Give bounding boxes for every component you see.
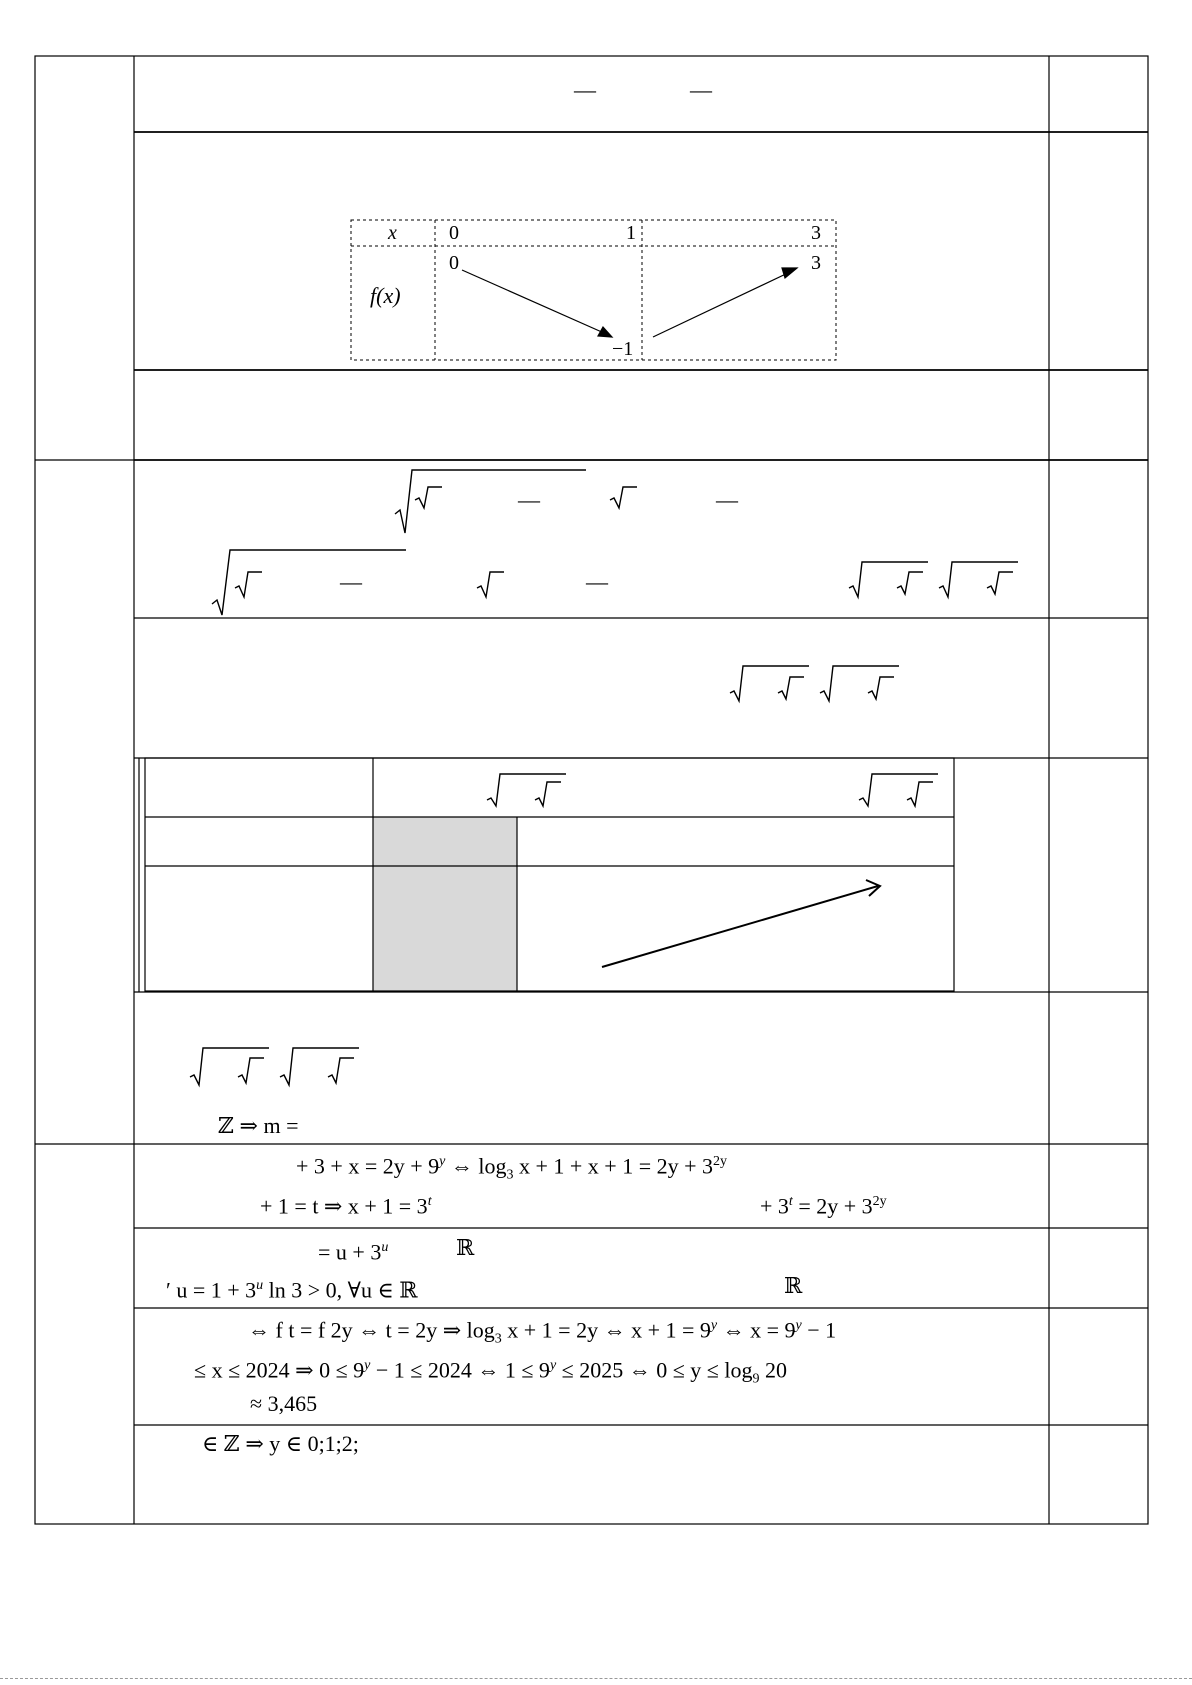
fraction-bar: —: [690, 77, 712, 102]
radicals: [190, 470, 1018, 1085]
minus-sign: —: [586, 569, 608, 594]
value-0: 0: [449, 252, 459, 274]
integer-condition: ℤ ⇒ m =: [218, 1113, 299, 1138]
value-3: 3: [811, 252, 821, 274]
value-min: −1: [612, 338, 634, 360]
x-tick-3: 3: [811, 222, 821, 244]
function-def: = $u + 3^u$: [318, 1239, 389, 1265]
real-set: ℝ: [784, 1273, 803, 1298]
x-tick-1: 1: [626, 222, 636, 244]
variation-table-1: [351, 220, 836, 360]
approx-value: ≈ 3,465: [250, 1391, 318, 1416]
equation-line-2: + 1 = t ⇒ $x + 1 = 3^t$: [260, 1193, 432, 1219]
equation-line-2b: + $3^t = 2y + 3^{2y}$: [760, 1193, 887, 1219]
minus-sign: —: [518, 487, 540, 512]
x-label: x: [388, 222, 397, 244]
integer-set: ∈ ℤ ⇒ y ∈ 0;1;2;: [202, 1431, 359, 1456]
solution-line-2: ≤ x ≤ 2024 ⇒ $0 \le 9^y - 1 \le 2024$ ⇔ $1 \le 9^y \le 2025$ ⇔ $0 \le y \le \log_9 20$: [194, 1357, 787, 1387]
f-label: f(x): [370, 283, 401, 308]
derivative-line: ′ $u = 1 + 3^u$ ln 3 > 0, ∀u ∈ ℝ: [166, 1277, 418, 1303]
x-tick-0: 0: [449, 222, 459, 244]
increasing-arrow: [653, 272, 790, 337]
page-footer-rule: [0, 1678, 1192, 1679]
decreasing-arrow: [462, 270, 604, 333]
real-set: ℝ: [456, 1235, 475, 1260]
variation-table-2: [139, 758, 954, 992]
minus-sign: —: [340, 569, 362, 594]
solution-line-1: ⇔ f t = f 2y ⇔ t = 2y ⇒ $\log_3 x + 1 = 2y$ ⇔ $x + 1 = 9^y$ ⇔ $x = 9^y - 1$: [248, 1317, 837, 1347]
minus-sign: —: [716, 487, 738, 512]
equation-line-1: + $3 + x = 2y + 9^y$ ⇔ $\log_3 x + 1 + x + 1 = 2y + 3^{2y}$: [296, 1153, 728, 1183]
fraction-bar: —: [574, 77, 596, 102]
